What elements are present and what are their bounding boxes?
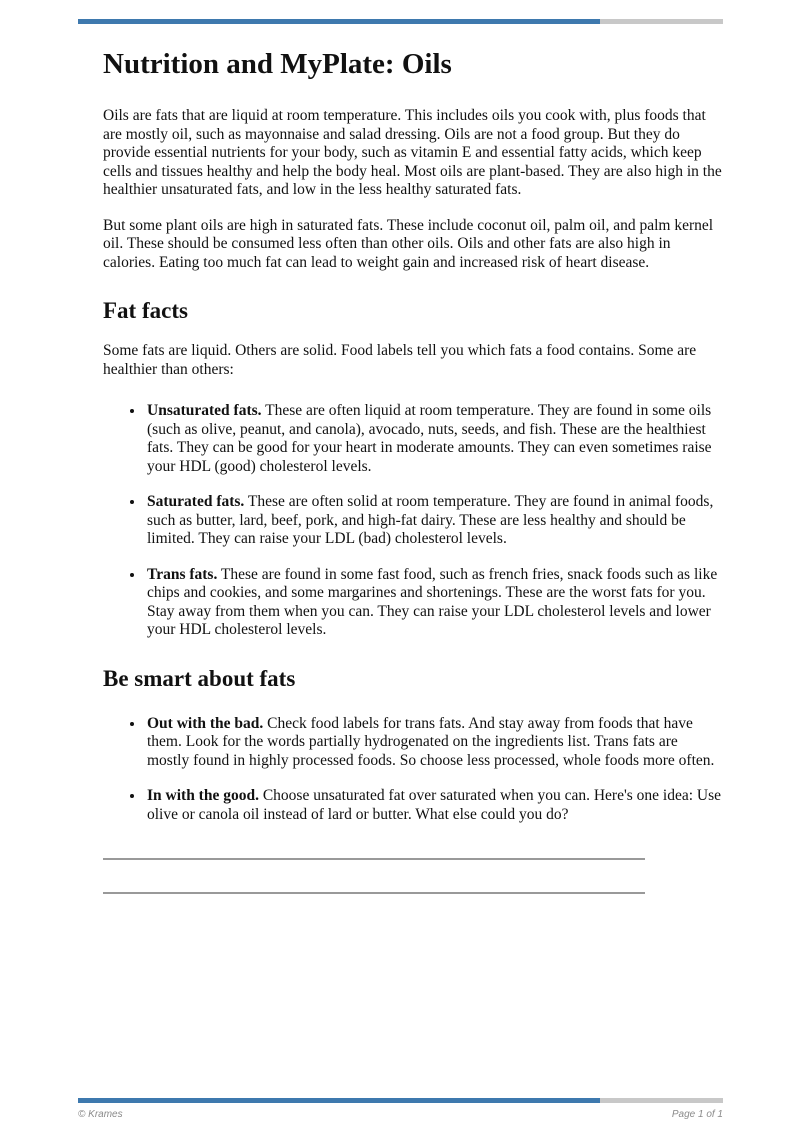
footer-accent-bar — [78, 1098, 723, 1103]
list-item-text: Choose unsaturated fat over saturated when you can. Here's one idea: Use olive or canola oil instead of lard or butter. What else could you do? — [147, 787, 722, 823]
page-title: Nutrition and MyPlate: Oils — [103, 48, 452, 80]
list-item-out-with-the-bad — [145, 715, 723, 771]
fat-facts-intro: Some fats are liquid. Others are solid. Food labels tell you which fats a food contains. Some are healthier than others: — [103, 342, 697, 378]
list-item-unsaturated-fats — [145, 402, 723, 476]
list-item-text: Check food labels for trans fats. And stay away from foods that have them. Look for the words partially hydrogenated on the ingredients list. Trans fats are mostly found in highly processed foods. So choose less processed, whole foods more often. — [147, 714, 715, 769]
top-accent-bar — [78, 19, 723, 24]
footer-copyright: © Krames — [78, 1109, 123, 1120]
list-item-lead: Unsaturated fats. — [147, 402, 262, 419]
list-item-in-with-the-good — [145, 787, 723, 824]
list-item-lead: In with the good. — [147, 787, 259, 804]
write-in-line-1 — [103, 858, 645, 860]
list-item-trans-fats — [145, 566, 723, 640]
document-body — [103, 48, 723, 926]
list-item-lead: Trans fats. — [147, 565, 218, 583]
top-accent-bar-blue-segment — [78, 19, 600, 24]
footer — [78, 1109, 723, 1120]
list-item-text: These are found in some fast food, such as french fries, snack foods such as like chips and cookies, and some margarines and shortenings. These are the worst fats for you. Stay away from them when you can. They can raise your LDL cholesterol levels and lower your HDL cholesterol levels. — [147, 565, 718, 638]
list-item-text: These are often solid at room temperature. They are found in animal foods, such as butter, lard, beef, pork, and high-fat dairy. These are less healthy and should be limited. They can raise your LDL (bad) cholesterol levels. — [147, 493, 714, 547]
intro-paragraph-2: But some plant oils are high in saturated fats. These include coconut oil, palm oil, and palm kernel oil. These should be consumed less often than other oils. Oils and other fats are also high in calories. Eating too much fat can lead to weight gain and increased risk of heart disease. — [103, 216, 714, 271]
list-item-lead: Out with the bad. — [147, 714, 264, 732]
intro-paragraph-1: Oils are fats that are liquid at room temperature. This includes oils you cook with, plus foods that are mostly oil, such as mayonnaise and salad dressing. Oils are not a food group. But they do provide essential nutrients for your body, such as vitamin E and essential fatty acids, which keep cells and tissues healthy and help the body heal. Most oils are plant-based. They are also high in the healthier unsaturated fats, and low in the less healthy saturated fats. — [103, 107, 722, 198]
section-heading-be-smart-about-fats: Be smart about fats — [103, 665, 296, 691]
write-in-line-2 — [103, 892, 645, 894]
list-item-saturated-fats — [145, 493, 723, 549]
list-item-lead: Saturated fats. — [147, 493, 245, 510]
write-in-area — [103, 858, 723, 894]
section-heading-fat-facts: Fat facts — [103, 298, 188, 323]
footer-page-number: Page 1 of 1 — [671, 1109, 723, 1120]
be-smart-list — [103, 715, 723, 825]
list-item-text: These are often liquid at room temperature. They are found in some oils (such as olive, peanut, and canola), avocado, nuts, seeds, and fish. These are the healthiest fats. They can be good for your heart in moderate amounts. They can even sometimes raise your HDL (good) cholesterol levels. — [147, 402, 712, 475]
footer-accent-bar-blue-segment — [78, 1098, 600, 1103]
fat-facts-list — [103, 402, 723, 640]
